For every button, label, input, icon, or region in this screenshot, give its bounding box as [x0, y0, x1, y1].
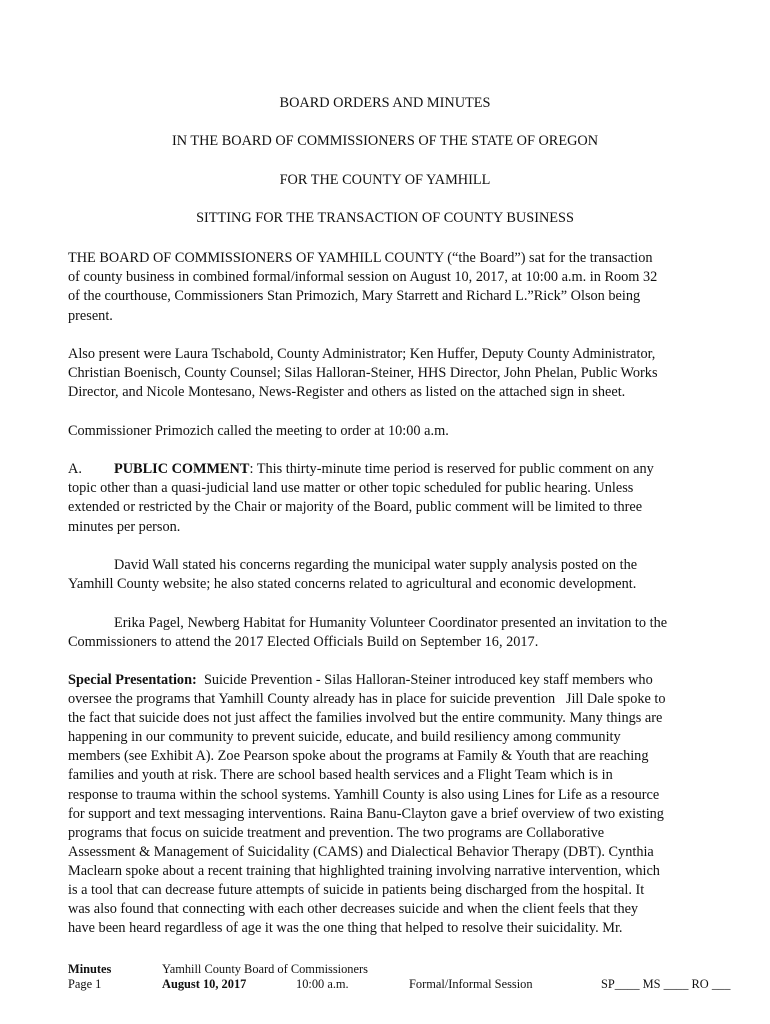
text-line: topic other than a quasi-judicial land use matter or other topic scheduled for public hearing. Unless [68, 480, 634, 497]
text-line: happening in our community to prevent suicide, educate, and build resiliency among community [68, 729, 621, 746]
text-line: minutes per person. [68, 518, 181, 535]
text-line: extended or restricted by the Chair or majority of the Board, public comment will be limited to three [68, 499, 643, 516]
special-presentation-title: Special Presentation: [68, 672, 197, 688]
text-line: was also found that connecting with each other decreases suicide and when the client feels that they [68, 901, 639, 918]
text-line: members (see Exhibit A). Zoe Pearson spoke about the programs at Family & Youth that are reaching [68, 748, 649, 765]
heading-board-orders: BOARD ORDERS AND MINUTES [279, 95, 491, 111]
footer-meeting-time: 10:00 a.m. [296, 977, 349, 991]
footer-initials: SP____ MS ____ RO ___ [601, 977, 731, 991]
intro-paragraph [68, 249, 708, 326]
text-line: David Wall stated his concerns regarding the municipal water supply analysis posted on the [114, 557, 638, 573]
text-line: present. [68, 307, 113, 324]
text-line: response to trauma within the school systems. Yamhill County is also using Lines for Life as a resource [68, 786, 660, 803]
text-line: have been heard regardless of age it was the one thing that helped to resolve their suicidality. Mr. [68, 920, 623, 937]
footer-page-number: Page 1 [68, 977, 102, 991]
heading-transaction: SITTING FOR THE TRANSACTION OF COUNTY BUSINESS [196, 210, 574, 226]
text-line: THE BOARD OF COMMISSIONERS OF YAMHILL COUNTY (“the Board”) sat for the transaction [68, 250, 653, 266]
public-comment-title: PUBLIC COMMENT [114, 461, 250, 477]
pagel-comment-paragraph [68, 614, 708, 652]
section-letter: A. [68, 461, 82, 477]
text-fragment: Suicide Prevention - Silas Halloran-Steiner introduced key staff members who [196, 672, 653, 688]
footer-minutes-label: Minutes [68, 962, 112, 976]
special-presentation-section [68, 671, 708, 938]
text-line: Assessment & Management of Suicidality (CAMS) and Dialectical Behavior Therapy (DBT). Cynthia [68, 843, 654, 860]
text-line: Maclearn spoke about a recent training that highlighted training involving narrative intervention, which [68, 862, 660, 879]
text-line: programs that focus on suicide treatment and prevention. The two programs are Collaborative [68, 824, 605, 841]
text-line: oversee the programs that Yamhill County already has in place for suicide prevention Jill Dale spoke to [68, 691, 666, 708]
text-line: Also present were Laura Tschabold, County Administrator; Ken Huffer, Deputy County Administrator, [68, 346, 656, 362]
footer-meeting-date: August 10, 2017 [162, 977, 247, 991]
heading-board-of-commissioners: IN THE BOARD OF COMMISSIONERS OF THE STATE OF OREGON [171, 133, 599, 149]
text-line: Yamhill County website; he also stated concerns related to agricultural and economic development. [68, 576, 637, 593]
wall-comment-paragraph [68, 556, 708, 594]
text-line: of county business in combined formal/informal session on August 10, 2017, at 10:00 a.m. in Room 32 [68, 269, 658, 286]
public-comment-section [68, 460, 708, 537]
call-to-order-paragraph [68, 422, 708, 441]
text-line: of the courthouse, Commissioners Stan Primozich, Mary Starrett and Richard L.”Rick” Olson being [68, 288, 641, 305]
text-line: for support and text messaging interventions. Raina Banu-Clayton gave a brief overview of two existing [68, 805, 664, 822]
text-line: Christian Boenisch, County Counsel; Silas Halloran-Steiner, HHS Director, John Phelan, Public Works [68, 365, 658, 382]
footer-board-name: Yamhill County Board of Commissioners [162, 962, 368, 976]
text-line: families and youth at risk. There are school based health services and a Flight Team which is in [68, 767, 613, 784]
public-comment-first-line [68, 460, 708, 479]
text-line: Commissioner Primozich called the meeting to order at 10:00 a.m. [68, 423, 449, 439]
text-line: is a tool that can decrease future attempts of suicide in patients being discharged from the hospital. It [68, 882, 645, 899]
heading-county: FOR THE COUNTY OF YAMHILL [279, 172, 491, 188]
also-present-paragraph [68, 345, 708, 403]
text-fragment: : This thirty-minute time period is reserved for public comment on any [249, 461, 654, 477]
text-line: Commissioners to attend the 2017 Elected Officials Build on September 16, 2017. [68, 634, 539, 651]
text-line: the fact that suicide does not just affect the families involved but the entire community. Many things are [68, 710, 663, 727]
text-line: Director, and Nicole Montesano, News-Register and others as listed on the attached sign in sheet. [68, 384, 626, 401]
text-line: Erika Pagel, Newberg Habitat for Humanity Volunteer Coordinator presented an invitation to the [114, 615, 668, 631]
footer-session-type: Formal/Informal Session [409, 977, 533, 991]
special-presentation-first-line [68, 671, 708, 690]
